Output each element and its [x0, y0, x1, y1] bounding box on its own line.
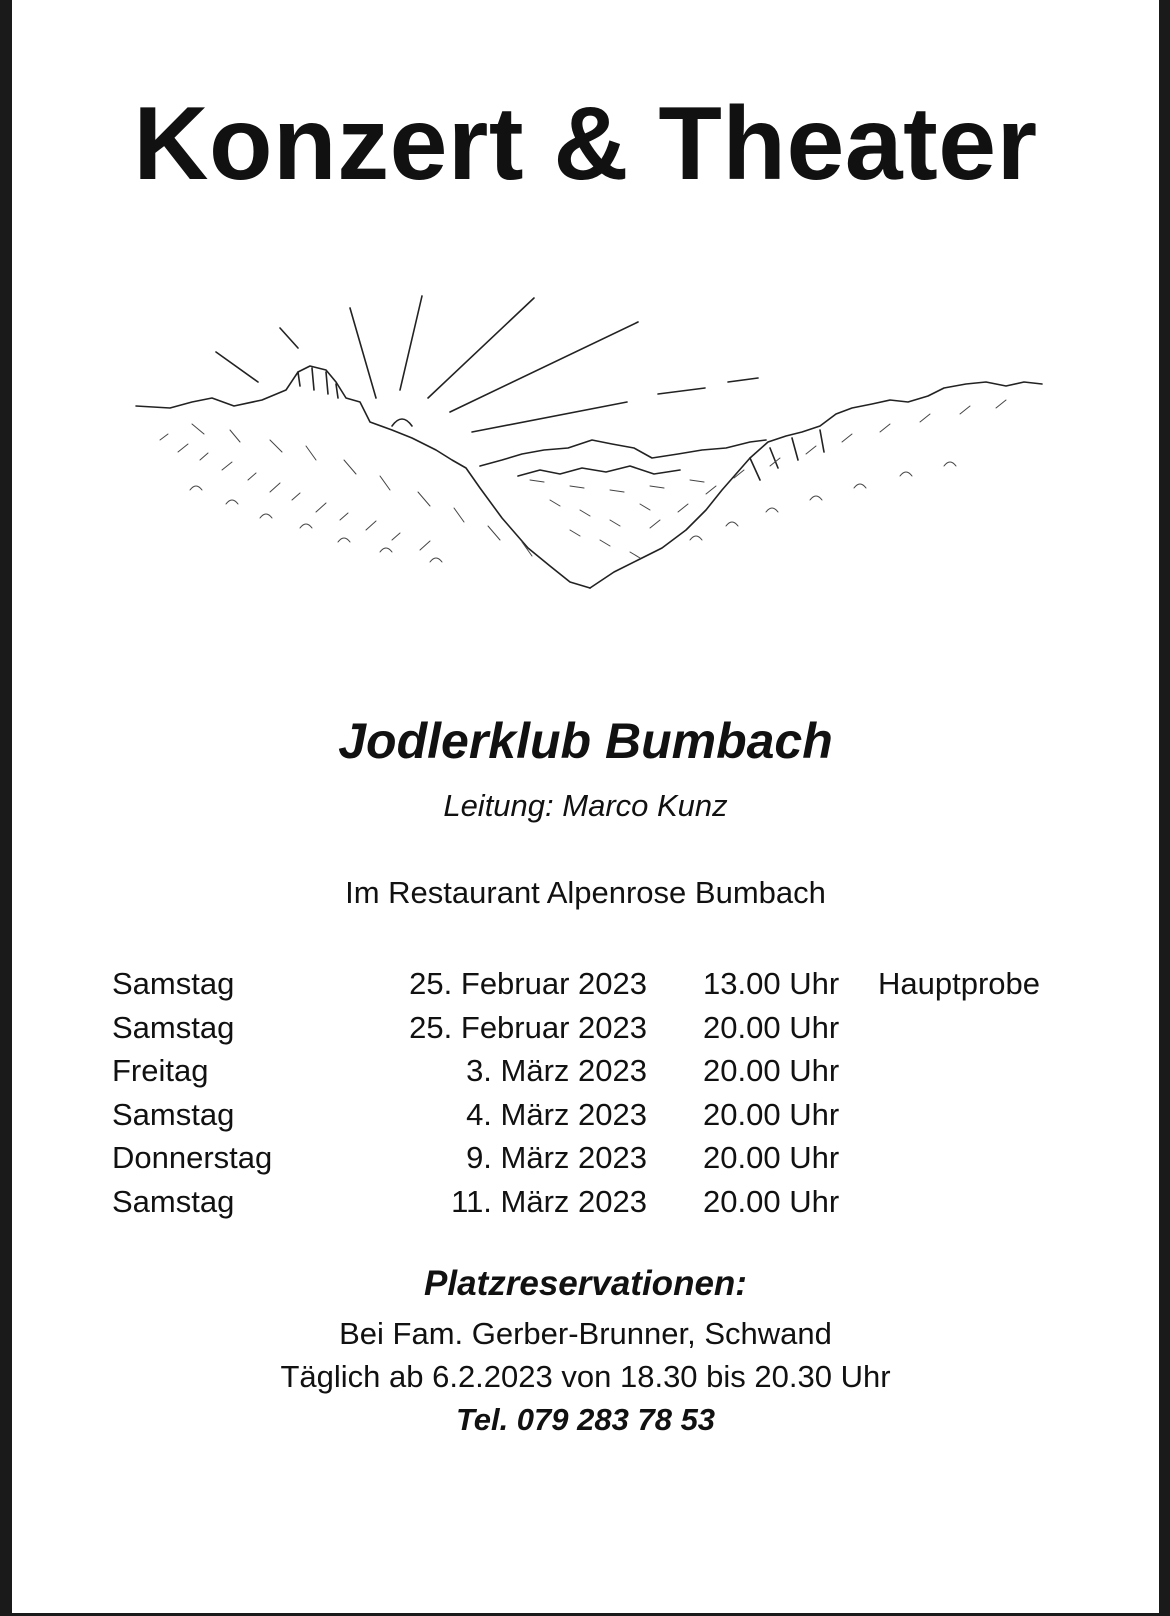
schedule-time: 20.00 Uhr	[703, 1096, 840, 1132]
schedule-day: Donnerstag	[112, 1140, 273, 1175]
club-leader: Leitung: Marco Kunz	[443, 788, 728, 823]
reservations-phone: Tel. 079 283 78 53	[455, 1402, 716, 1437]
schedule-row	[112, 1006, 1072, 1050]
schedule-row	[112, 962, 1072, 1006]
schedule-date: 25. Februar 2023	[409, 1009, 647, 1045]
mountain-sunrise-sketch-icon	[130, 290, 1060, 630]
schedule-row	[112, 1136, 1072, 1180]
schedule-time: 13.00 Uhr	[703, 966, 840, 1001]
schedule-time: 20.00 Uhr	[703, 1009, 840, 1045]
reservations-hours: Täglich ab 6.2.2023 von 18.30 bis 20.30 Uhr	[280, 1359, 891, 1394]
schedule-day: Freitag	[112, 1053, 209, 1088]
schedule-row	[112, 1093, 1072, 1137]
schedule-time: 20.00 Uhr	[703, 1183, 840, 1219]
poster-title: Konzert & Theater	[133, 86, 1038, 202]
schedule-time: 20.00 Uhr	[703, 1140, 840, 1175]
reservations-contact: Bei Fam. Gerber-Brunner, Schwand	[339, 1316, 832, 1351]
schedule-row	[112, 1049, 1072, 1093]
schedule-day: Samstag	[112, 966, 235, 1001]
club-name: Jodlerklub Bumbach	[338, 713, 833, 769]
schedule-time: 20.00 Uhr	[703, 1053, 840, 1088]
schedule-note: Hauptprobe	[878, 966, 1041, 1001]
schedule-day: Samstag	[112, 1183, 235, 1219]
venue: Im Restaurant Alpenrose Bumbach	[345, 875, 826, 910]
schedule-row	[112, 1180, 1072, 1224]
schedule-date: 25. Februar 2023	[409, 966, 647, 1001]
reservations-heading: Platzreservationen:	[424, 1264, 747, 1303]
poster-page	[12, 0, 1159, 1613]
schedule-date: 3. März 2023	[466, 1053, 647, 1088]
schedule-date: 4. März 2023	[466, 1096, 647, 1132]
schedule-day: Samstag	[112, 1009, 235, 1045]
schedule-date: 11. März 2023	[451, 1183, 647, 1219]
schedule-date: 9. März 2023	[466, 1140, 647, 1175]
schedule-table	[112, 962, 1072, 1223]
schedule-day: Samstag	[112, 1096, 235, 1132]
